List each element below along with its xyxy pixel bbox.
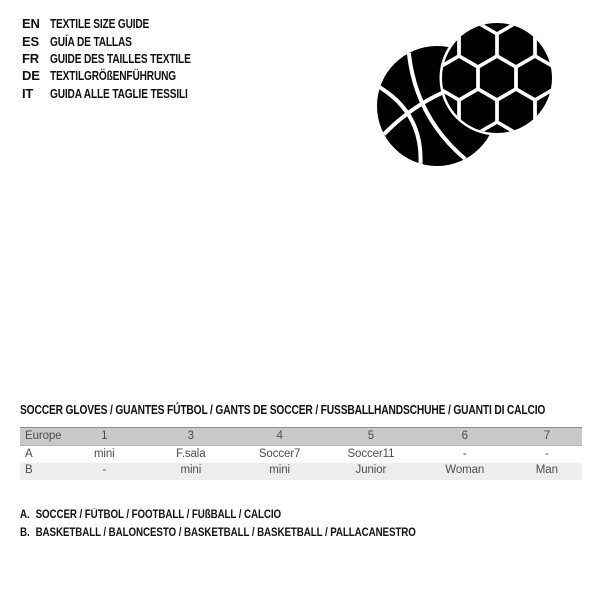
footnote-label: A. — [20, 509, 30, 521]
table-header-cell: 4 — [235, 428, 324, 446]
language-row — [22, 50, 230, 67]
row-label-cell: B — [25, 464, 33, 477]
language-code: DE — [22, 68, 40, 84]
basketball-and-soccer-ball-icon — [355, 15, 555, 175]
table-header-cell: 7 — [512, 428, 582, 446]
language-label: GUIDA ALLE TAGLIE TESSILI — [50, 85, 188, 101]
table-cell: F.sala — [176, 447, 206, 460]
footnote-row — [20, 524, 416, 542]
language-row — [22, 32, 230, 49]
table-cell: Woman — [445, 464, 485, 477]
footnote-text: SOCCER / FÚTBOL / FOOTBALL / FUßBALL / CALCIO — [35, 509, 282, 521]
table-cell: - — [462, 447, 467, 460]
size-chart-body — [20, 428, 582, 480]
footnotes — [20, 506, 486, 542]
language-row — [22, 85, 230, 102]
table-header-cell: 3 — [146, 428, 235, 446]
size-chart-table — [20, 427, 582, 480]
table-cell: mini — [180, 464, 202, 477]
footnote-text: BASKETBALL / BALONCESTO / BASKETBALL / BASKETBALL / PALLACANESTRO — [35, 527, 416, 539]
table-cell: - — [102, 464, 107, 477]
table-cell: mini — [269, 464, 290, 477]
row-label-cell: A — [25, 447, 33, 460]
size-guide-title: SOCCER GLOVES / GUANTES FÚTBOL / GANTS DE SOCCER / FUSSBALLHANDSCHUHE / GUANTI DI CALCIO — [20, 403, 546, 417]
footnote-label: B. — [20, 527, 30, 539]
language-code: FR — [22, 50, 39, 66]
table-cell: Man — [535, 464, 558, 477]
table-header-row — [20, 428, 582, 446]
language-row — [22, 67, 230, 84]
language-code: EN — [22, 16, 40, 32]
language-code: ES — [22, 33, 39, 49]
language-label: TEXTILE SIZE GUIDE — [50, 16, 150, 32]
language-list — [22, 15, 230, 102]
table-cell: Junior — [355, 464, 387, 477]
language-label: GUÍA DE TALLAS — [50, 33, 132, 49]
language-label: GUIDE DES TAILLES TEXTILE — [50, 50, 191, 66]
table-header-cell: 1 — [62, 428, 146, 446]
table-header-cell: 5 — [324, 428, 418, 446]
language-label: TEXTILGRÖßENFÜHRUNG — [50, 68, 177, 84]
language-code: IT — [22, 85, 34, 101]
table-cell: - — [544, 447, 549, 460]
table-row — [20, 446, 582, 463]
table-cell: Soccer11 — [347, 447, 395, 460]
table-row — [20, 463, 582, 480]
footnote-row — [20, 506, 416, 524]
table-header-cell: Europe — [20, 428, 62, 446]
table-cell: Soccer7 — [258, 447, 301, 460]
table-header-cell: 6 — [418, 428, 512, 446]
language-row — [22, 15, 230, 32]
table-cell: mini — [93, 447, 115, 460]
